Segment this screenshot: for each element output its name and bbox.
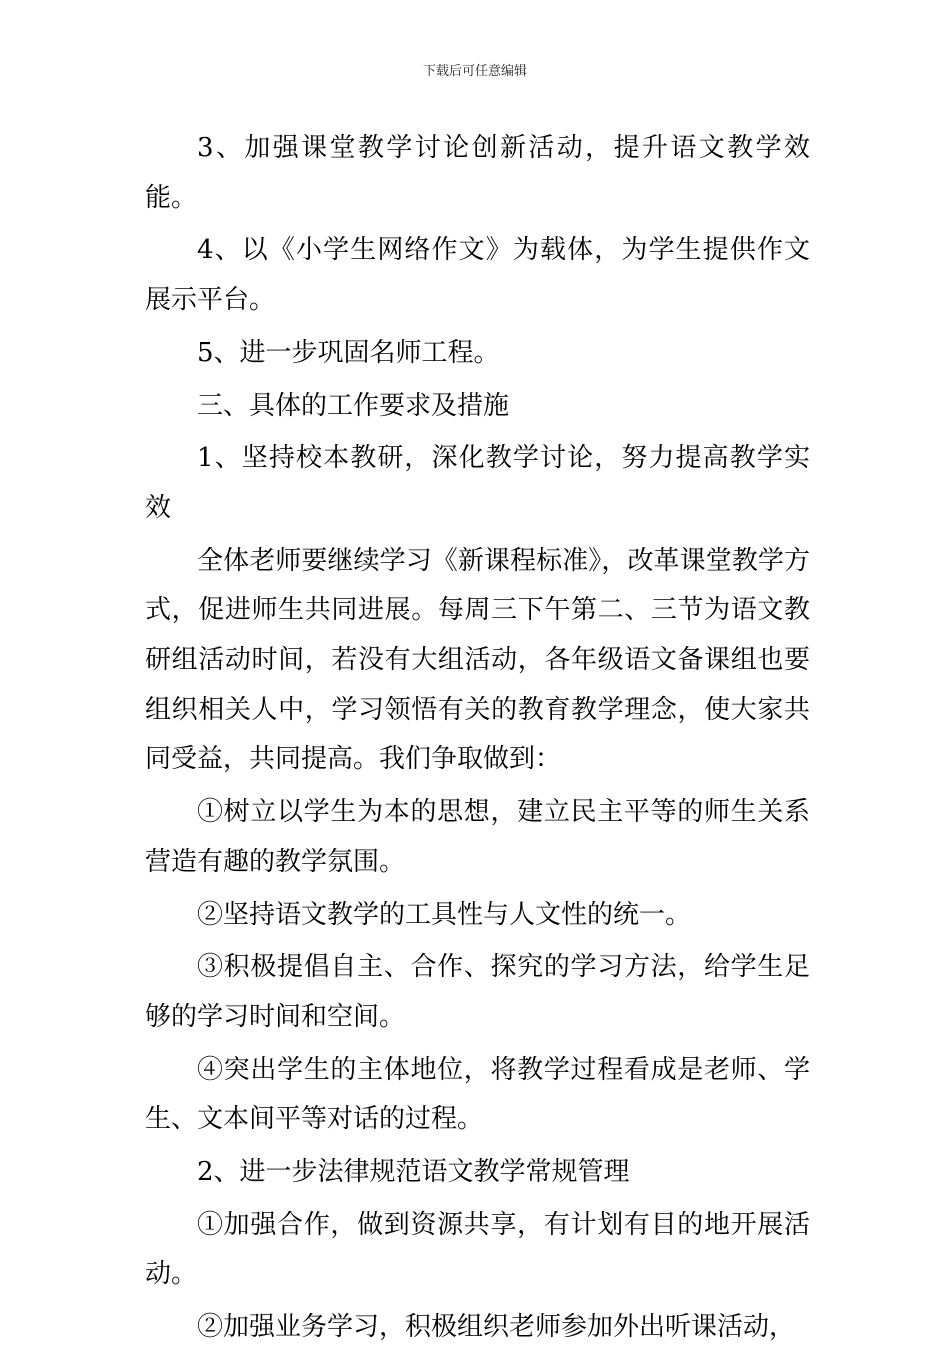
section-heading-3: 三、具体的工作要求及措施 xyxy=(197,390,510,421)
paragraph-goal-3: 3、加强课堂教学讨论创新活动，提升语文教学效能。 xyxy=(145,133,810,213)
paragraph-goal-5: 5、进一步巩固名师工程。 xyxy=(197,337,500,368)
list-item-6: ②加强业务学习，积极组织老师参加外出听课活动， xyxy=(197,1312,796,1343)
list-item-5: ①加强合作，做到资源共享，有计划有目的地开展活动。 xyxy=(145,1209,810,1290)
list-item-4: ④突出学生的主体地位，将教学过程看成是老师、学生、文本间平等对话的过程。 xyxy=(145,1054,810,1135)
list-item-3: ③积极提倡自主、合作、探究的学习方法，给学生足够的学习时间和空间。 xyxy=(145,952,810,1032)
subheading-1: 1、坚持校本教研，深化教学讨论，努力提高教学实效 xyxy=(145,443,810,523)
page-header: 下载后可任意编辑 xyxy=(422,64,527,79)
subheading-2: 2、进一步法律规范语文教学常规管理 xyxy=(197,1157,630,1188)
document-body xyxy=(145,124,810,1356)
list-item-2: ②坚持语文教学的工具性与人文性的统一。 xyxy=(197,899,692,930)
paragraph-teacher-study: 全体老师要继续学习《新课程标准》，改革课堂教学方式，促进师生共同进展。每周三下午第二、三节为语文教研组活动时间，若没有大组活动，各年级语文备课组也要组织相关人中，学习领悟有关的教育教学理念，使大家共同受益，共同提高。我们争取做到： xyxy=(145,545,810,775)
paragraph-goal-4: 4、以《小学生网络作文》为载体，为学生提供作文展示平台。 xyxy=(145,235,810,316)
list-item-1: ①树立以学生为本的思想，建立民主平等的师生关系营造有趣的教学氛围。 xyxy=(145,797,810,877)
